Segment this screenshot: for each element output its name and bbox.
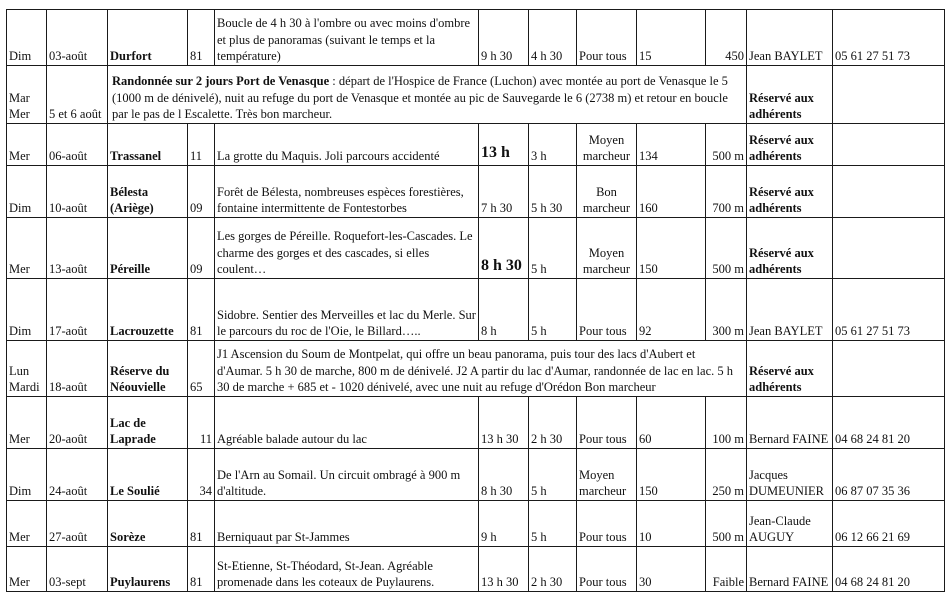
phone-cell: 05 61 27 51 73	[833, 10, 945, 66]
description-cell: St-Etienne, St-Théodard, St-Jean. Agréable promenade dans les coteaux de Puylaurens.	[215, 547, 479, 592]
distance-cell: 15	[637, 10, 706, 66]
elevation-cell: 500 m	[706, 501, 747, 547]
walk-time-cell: 5 h	[529, 279, 577, 341]
day-cell: Mer	[7, 501, 47, 547]
description-cell: Agréable balade autour du lac	[215, 397, 479, 449]
contact-cell: Réservé aux adhérents	[747, 218, 833, 279]
level-cell: Pour tous	[577, 10, 637, 66]
contact-cell: Bernard FAINE	[747, 547, 833, 592]
level-cell: Moyen marcheur	[577, 124, 637, 166]
level-cell: Moyen marcheur	[577, 218, 637, 279]
elevation-cell: 100 m	[706, 397, 747, 449]
day-cell: Mer	[7, 547, 47, 592]
dept-cell: 09	[188, 218, 215, 279]
table-row	[7, 124, 945, 166]
date-cell: 03-sept	[47, 547, 108, 592]
level-cell: Pour tous	[577, 279, 637, 341]
contact-cell: Réservé aux adhérents	[747, 124, 833, 166]
table-row	[7, 547, 945, 592]
walk-time-cell: 5 h	[529, 501, 577, 547]
description-cell	[108, 66, 747, 124]
table-row	[7, 449, 945, 501]
dept-cell: 81	[188, 279, 215, 341]
contact-cell: Jean BAYLET	[747, 279, 833, 341]
date-cell: 13-août	[47, 218, 108, 279]
elevation-cell: 500 m	[706, 124, 747, 166]
distance-cell: 30	[637, 547, 706, 592]
duration-cell: 8 h 30	[479, 218, 529, 279]
day-cell: Mer	[7, 124, 47, 166]
walk-time-cell: 2 h 30	[529, 547, 577, 592]
contact-cell: Jean BAYLET	[747, 10, 833, 66]
date-cell: 20-août	[47, 397, 108, 449]
walk-time-cell: 3 h	[529, 124, 577, 166]
schedule-document	[6, 9, 944, 591]
place-cell: Lac de Laprade	[108, 397, 188, 449]
contact-cell: Bernard FAINE	[747, 397, 833, 449]
elevation-cell: 250 m	[706, 449, 747, 501]
day-cell: Mer	[7, 397, 47, 449]
table-row	[7, 10, 945, 66]
duration-cell: 9 h 30	[479, 10, 529, 66]
dept-cell: 09	[188, 166, 215, 218]
distance-cell: 134	[637, 124, 706, 166]
date-cell: 17-août	[47, 279, 108, 341]
level-cell: Pour tous	[577, 397, 637, 449]
date-cell: 03-août	[47, 10, 108, 66]
table-row	[7, 166, 945, 218]
place-cell: Sorèze	[108, 501, 188, 547]
phone-cell: 05 61 27 51 73	[833, 279, 945, 341]
phone-cell	[833, 218, 945, 279]
phone-cell: 04 68 24 81 20	[833, 547, 945, 592]
level-cell: Pour tous	[577, 501, 637, 547]
walk-time-cell: 2 h 30	[529, 397, 577, 449]
elevation-cell: 450	[706, 10, 747, 66]
phone-cell: 04 68 24 81 20	[833, 397, 945, 449]
walk-time-cell: 5 h	[529, 449, 577, 501]
description-cell: Forêt de Bélesta, nombreuses espèces forestières, fontaine intermittente de Fontestorbes	[215, 166, 479, 218]
level-cell: Pour tous	[577, 547, 637, 592]
description-title: Randonnée sur 2 jours Port de Venasque	[112, 74, 330, 89]
distance-cell: 60	[637, 397, 706, 449]
table-row	[7, 279, 945, 341]
phone-cell: 06 12 66 21 69	[833, 501, 945, 547]
elevation-cell: 700 m	[706, 166, 747, 218]
walk-time-cell: 5 h	[529, 218, 577, 279]
day-cell: Lun Mardi	[7, 341, 47, 397]
description-cell: Les gorges de Péreille. Roquefort-les-Cascades. Le charme des gorges et des cascades, si elles coulent…	[215, 218, 479, 279]
day-cell: Dim	[7, 279, 47, 341]
hike-schedule-table	[6, 9, 945, 592]
description-text: : départ de l'Hospice de France (Luchon) avec montée au port de Venasque le 5 (1000 m de dénivelé), nuit au refuge du port de Venasque et montée au pic de Sauvegarde le 6 (2738 m) et retour en boucle par le pas de l Escalette. Très bon marcheur.	[112, 74, 728, 121]
dept-cell: 81	[188, 10, 215, 66]
dept-cell: 81	[188, 501, 215, 547]
contact-cell: Réservé aux adhérents	[747, 166, 833, 218]
dept-cell: 11	[188, 124, 215, 166]
table-row	[7, 397, 945, 449]
duration-cell: 8 h	[479, 279, 529, 341]
phone-cell	[833, 341, 945, 397]
level-cell: Bon marcheur	[577, 166, 637, 218]
place-cell: Trassanel	[108, 124, 188, 166]
description-cell: Berniquaut par St-Jammes	[215, 501, 479, 547]
phone-cell	[833, 124, 945, 166]
date-cell: 18-août	[47, 341, 108, 397]
day-cell: Dim	[7, 449, 47, 501]
date-cell: 06-août	[47, 124, 108, 166]
day-cell: Dim	[7, 166, 47, 218]
distance-cell: 150	[637, 449, 706, 501]
walk-time-cell: 4 h 30	[529, 10, 577, 66]
day-cell: Dim	[7, 10, 47, 66]
duration-cell: 8 h 30	[479, 449, 529, 501]
level-cell: Moyen marcheur	[577, 449, 637, 501]
duration-cell: 13 h 30	[479, 397, 529, 449]
contact-cell: Jacques DUMEUNIER	[747, 449, 833, 501]
date-cell: 10-août	[47, 166, 108, 218]
place-cell: Lacrouzette	[108, 279, 188, 341]
place-cell: Puylaurens	[108, 547, 188, 592]
place-cell: Durfort	[108, 10, 188, 66]
elevation-cell: Faible	[706, 547, 747, 592]
elevation-cell: 300 m	[706, 279, 747, 341]
table-row	[7, 501, 945, 547]
dept-cell: 81	[188, 547, 215, 592]
phone-cell	[833, 166, 945, 218]
phone-cell	[833, 66, 945, 124]
date-cell: 27-août	[47, 501, 108, 547]
walk-time-cell: 5 h 30	[529, 166, 577, 218]
distance-cell: 150	[637, 218, 706, 279]
place-cell: Péreille	[108, 218, 188, 279]
contact-cell: Jean-Claude AUGUY	[747, 501, 833, 547]
duration-cell: 13 h 30	[479, 547, 529, 592]
duration-cell: 9 h	[479, 501, 529, 547]
date-cell: 24-août	[47, 449, 108, 501]
distance-cell: 160	[637, 166, 706, 218]
description-cell: De l'Arn au Somail. Un circuit ombragé à 900 m d'altitude.	[215, 449, 479, 501]
contact-cell: Réservé aux adhérents	[747, 66, 833, 124]
contact-cell: Réservé aux adhérents	[747, 341, 833, 397]
day-cell: Mar Mer	[7, 66, 47, 124]
date-cell: 5 et 6 août	[47, 66, 108, 124]
dept-cell: 65	[188, 341, 215, 397]
duration-cell: 13 h	[479, 124, 529, 166]
distance-cell: 10	[637, 501, 706, 547]
dept-cell: 11	[188, 397, 215, 449]
description-cell: Boucle de 4 h 30 à l'ombre ou avec moins d'ombre et plus de panoramas (suivant le temps et la température)	[215, 10, 479, 66]
place-cell: Bélesta (Ariège)	[108, 166, 188, 218]
description-cell: La grotte du Maquis. Joli parcours accidenté	[215, 124, 479, 166]
duration-cell: 7 h 30	[479, 166, 529, 218]
distance-cell: 92	[637, 279, 706, 341]
elevation-cell: 500 m	[706, 218, 747, 279]
dept-cell: 34	[188, 449, 215, 501]
place-cell: Le Soulié	[108, 449, 188, 501]
description-cell: J1 Ascension du Soum de Montpelat, qui offre un beau panorama, puis tour des lacs d'Aubert et d'Aumar. 5 h 30 de marche, 800 m de dénivelé. J2 A partir du lac d'Aumar, randonnée de lac en lac. 5 h 30 de marche + 685 et - 1020 dénivelé, avec une nuit au refuge d'Orédon Bon marcheur	[215, 341, 747, 397]
place-cell: Réserve du Néouvielle	[108, 341, 188, 397]
table-row	[7, 341, 945, 397]
day-cell: Mer	[7, 218, 47, 279]
phone-cell: 06 87 07 35 36	[833, 449, 945, 501]
description-cell: Sidobre. Sentier des Merveilles et lac du Merle. Sur le parcours du roc de l'Oie, le Billard…..	[215, 279, 479, 341]
table-row	[7, 66, 945, 124]
table-row	[7, 218, 945, 279]
